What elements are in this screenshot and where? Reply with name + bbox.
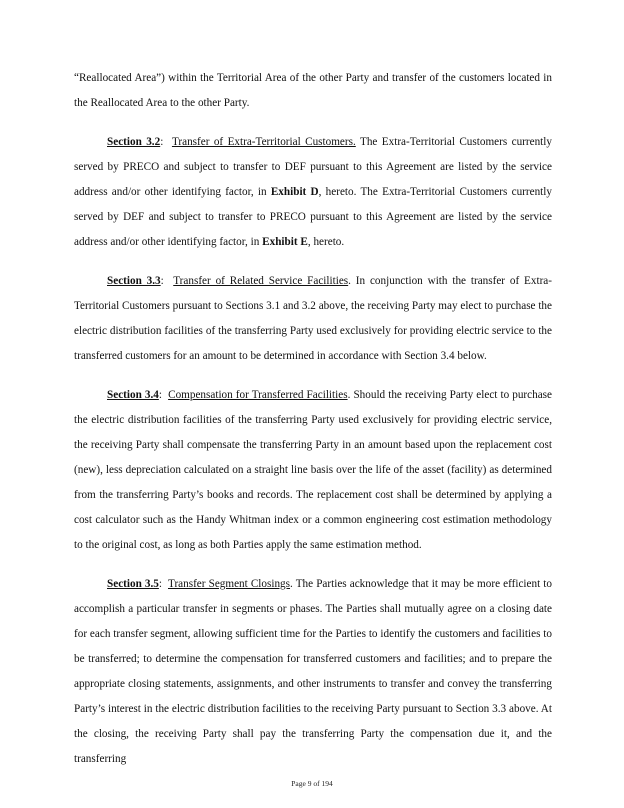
section-body: , hereto. bbox=[307, 236, 345, 248]
section-title: Transfer of Related Service Facilities bbox=[173, 275, 349, 287]
section-number: Section 3.3 bbox=[107, 275, 161, 287]
section-number: Section 3.2 bbox=[107, 136, 161, 148]
section-title: Compensation for Transferred Facilities bbox=[168, 389, 348, 401]
page-number-footer: Page 9 of 194 bbox=[291, 779, 333, 788]
section-body: . In conjunction with the transfer of Extra-Territorial Customers pursuant to Sections 3.1 and 3.2 above, the receiving Party may elect to purchase the electric distribution facilities of the transferring Party used exclusively for providing electric service to the transferred customers for an amount to be determined in accordance with Section 3.4 below. bbox=[74, 275, 552, 362]
section-title: Transfer Segment Closings bbox=[168, 578, 291, 590]
section-3-5-paragraph bbox=[74, 572, 552, 772]
exhibit-reference: Exhibit E bbox=[262, 236, 308, 248]
section-body: The Extra-Territorial Customers currently served by PRECO and subject to transfer to DEF pursuant to this Agreement are listed by the service address and/or other identifying factor, in bbox=[74, 136, 552, 198]
section-body: , hereto. The Extra-Territorial Customers currently served by DEF and subject to transfer to PRECO pursuant to this Agreement are listed by the service address and/or other identifying factor, in bbox=[74, 186, 552, 248]
section-body: . Should the receiving Party elect to purchase the electric distribution facilities of the transferring Party used exclusively for providing electric service, the receiving Party shall compensate the transferring Party in an amount based upon the replacement cost (new), less depreciation calculated on a straight line basis over the life of the asset (facility) as determined from the transferring Party’s books and records. The replacement cost shall be determined by applying a cost calculator such as the Handy Whitman index or a common engineering cost estimation methodology to the original cost, as long as both Parties apply the same estimation method. bbox=[74, 389, 553, 551]
section-colon: : bbox=[158, 389, 169, 401]
document-body bbox=[74, 66, 552, 786]
section-3-2-paragraph bbox=[74, 130, 552, 255]
section-body: . The Parties acknowledge that it may be more efficient to accomplish a particular transfer in segments or phases. The Parties shall mutually agree on a closing date for each transfer segment, allowing sufficient time for the Parties to identify the customers and facilities to be transferred; to determine the compensation for transferred customers and facilities; and to prepare the appropriate closing statements, assignments, and other instruments to transfer and convey the transferring Party’s interest in the electric distribution facilities to the receiving Party pursuant to Section 3.3 above. At the closing, the receiving Party shall pay the transferring Party the compensation due it, and the transferring bbox=[74, 578, 552, 765]
section-number: Section 3.4 bbox=[107, 389, 159, 401]
intro-paragraph: “Reallocated Area”) within the Territorial Area of the other Party and transfer of the customers located in the Reallocated Area to the other Party. bbox=[74, 72, 552, 109]
section-number: Section 3.5 bbox=[107, 578, 159, 590]
section-3-3-paragraph bbox=[74, 269, 552, 369]
section-colon: : bbox=[160, 136, 172, 148]
section-title: Transfer of Extra-Territorial Customers. bbox=[171, 136, 356, 148]
exhibit-reference: Exhibit D bbox=[270, 186, 319, 198]
section-colon: : bbox=[160, 275, 174, 287]
section-colon: : bbox=[158, 578, 168, 590]
section-3-4-paragraph bbox=[74, 383, 552, 558]
